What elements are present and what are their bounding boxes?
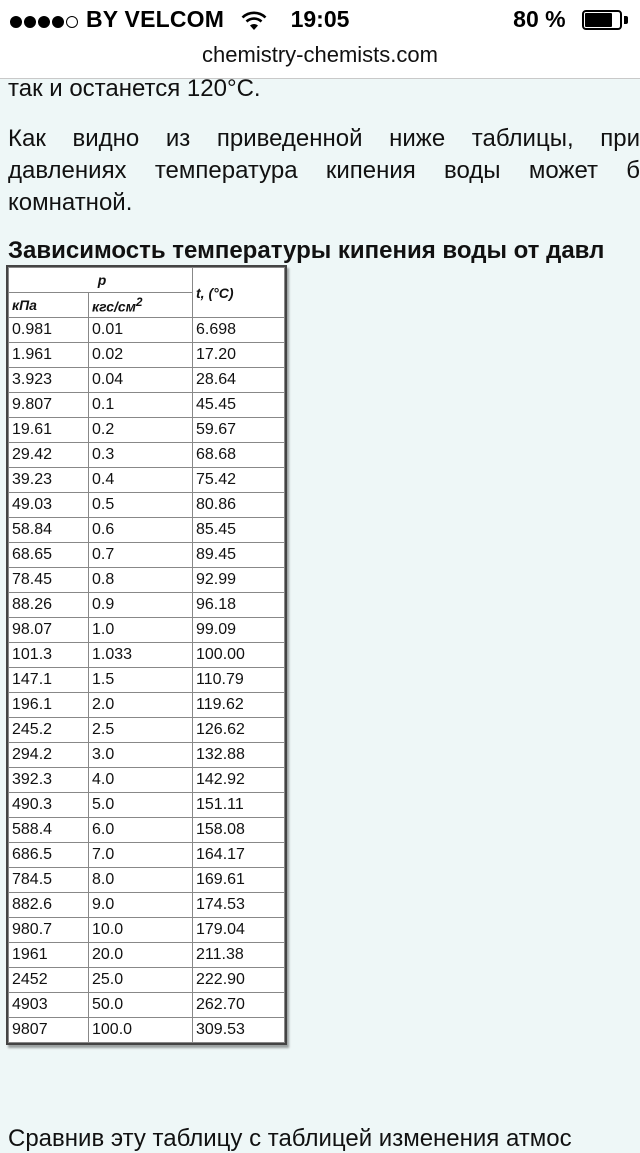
table-row xyxy=(9,443,285,468)
cell-kgs: 20.0 xyxy=(89,943,193,968)
paragraph-word: может xyxy=(528,157,598,184)
cell-temperature: 309.53 xyxy=(193,1018,285,1043)
cell-kpa: 3.923 xyxy=(9,368,89,393)
battery-percent: 80 % xyxy=(513,6,566,32)
table-row xyxy=(9,493,285,518)
paragraph-word: приведенной xyxy=(216,125,363,152)
cell-temperature: 85.45 xyxy=(193,518,285,543)
paragraph-word: кипения xyxy=(325,157,416,184)
carrier-name: BY VELCOM xyxy=(86,6,225,32)
table-row xyxy=(9,793,285,818)
cell-temperature: 179.04 xyxy=(193,918,285,943)
table-row xyxy=(9,943,285,968)
table-row xyxy=(9,393,285,418)
cell-temperature: 222.90 xyxy=(193,968,285,993)
cell-temperature: 99.09 xyxy=(193,618,285,643)
table-row xyxy=(9,818,285,843)
cell-temperature: 75.42 xyxy=(193,468,285,493)
cell-kpa: 2452 xyxy=(9,968,89,993)
table-row xyxy=(9,918,285,943)
cell-kgs: 100.0 xyxy=(89,1018,193,1043)
cell-kgs: 0.8 xyxy=(89,568,193,593)
table-row xyxy=(9,893,285,918)
cell-kgs: 0.7 xyxy=(89,543,193,568)
table-row xyxy=(9,968,285,993)
cell-temperature: 164.17 xyxy=(193,843,285,868)
cell-kgs: 9.0 xyxy=(89,893,193,918)
boiling-point-table xyxy=(6,265,287,1045)
cell-kpa: 4903 xyxy=(9,993,89,1018)
header-kgs: кгс/$см^2$ xyxy=(89,293,193,318)
cell-temperature: 92.99 xyxy=(193,568,285,593)
paragraph-word: б xyxy=(626,157,640,184)
table-row xyxy=(9,668,285,693)
header-kpa: кПа xyxy=(9,293,89,318)
cell-kgs: 0.5 xyxy=(89,493,193,518)
cell-kgs: 4.0 xyxy=(89,768,193,793)
bottom-fragment: Сравнив эту таблицу с таблицей изменения атмос xyxy=(8,1125,572,1152)
url-host[interactable]: chemistry-chemists.com xyxy=(202,42,438,67)
table-row xyxy=(9,518,285,543)
cell-kpa: 490.3 xyxy=(9,793,89,818)
cell-temperature: 6.698 xyxy=(193,318,285,343)
cell-kgs: 10.0 xyxy=(89,918,193,943)
cell-temperature: 96.18 xyxy=(193,593,285,618)
cell-kgs: 7.0 xyxy=(89,843,193,868)
cell-kgs: 5.0 xyxy=(89,793,193,818)
table-row xyxy=(9,368,285,393)
cell-kpa: 1.961 xyxy=(9,343,89,368)
cell-temperature: 151.11 xyxy=(193,793,285,818)
cell-kgs: 0.01 xyxy=(89,318,193,343)
paragraph-word: комнатной. xyxy=(8,189,133,216)
cell-temperature: 110.79 xyxy=(193,668,285,693)
cell-temperature: 158.08 xyxy=(193,818,285,843)
cell-kpa: 588.4 xyxy=(9,818,89,843)
table-row xyxy=(9,343,285,368)
cell-kgs: 50.0 xyxy=(89,993,193,1018)
paragraph-word: видно xyxy=(72,125,140,152)
paragraph-word: из xyxy=(165,125,191,152)
cell-kpa: 88.26 xyxy=(9,593,89,618)
header-pressure: p xyxy=(9,268,193,293)
table-row xyxy=(9,1018,285,1043)
cell-temperature: 28.64 xyxy=(193,368,285,393)
cell-kpa: 39.23 xyxy=(9,468,89,493)
cell-temperature: 17.20 xyxy=(193,343,285,368)
paragraph-word: при xyxy=(600,125,640,152)
cell-kpa: 0.981 xyxy=(9,318,89,343)
cell-kgs: 6.0 xyxy=(89,818,193,843)
cell-kgs: 0.3 xyxy=(89,443,193,468)
cell-kpa: 98.07 xyxy=(9,618,89,643)
table-row xyxy=(9,743,285,768)
cell-kpa: 101.3 xyxy=(9,643,89,668)
cell-kpa: 29.42 xyxy=(9,443,89,468)
cell-kpa: 980.7 xyxy=(9,918,89,943)
table-row xyxy=(9,468,285,493)
cell-temperature: 211.38 xyxy=(193,943,285,968)
cell-temperature: 59.67 xyxy=(193,418,285,443)
cell-kpa: 196.1 xyxy=(9,693,89,718)
table-row xyxy=(9,768,285,793)
cell-kgs: 0.1 xyxy=(89,393,193,418)
cell-kgs: 25.0 xyxy=(89,968,193,993)
cell-kgs: 1.033 xyxy=(89,643,193,668)
status-bar xyxy=(0,0,640,40)
cell-kgs: 8.0 xyxy=(89,868,193,893)
cell-temperature: 132.88 xyxy=(193,743,285,768)
paragraph-word: воды xyxy=(444,157,501,184)
cell-temperature: 169.61 xyxy=(193,868,285,893)
cell-temperature: 119.62 xyxy=(193,693,285,718)
cell-temperature: 80.86 xyxy=(193,493,285,518)
cell-kpa: 392.3 xyxy=(9,768,89,793)
battery-icon xyxy=(582,10,628,32)
cell-kgs: 0.6 xyxy=(89,518,193,543)
paragraph-line xyxy=(8,187,640,219)
intro-fragment: так и останется 120°С. xyxy=(8,75,261,102)
table-row xyxy=(9,318,285,343)
cell-kpa: 49.03 xyxy=(9,493,89,518)
table-row xyxy=(9,868,285,893)
cell-temperature: 100.00 xyxy=(193,643,285,668)
cell-kgs: 1.5 xyxy=(89,668,193,693)
page-content xyxy=(0,75,640,1152)
table-title: Зависимость температуры кипения воды от давл xyxy=(8,237,605,264)
cell-temperature: 142.92 xyxy=(193,768,285,793)
cell-kgs: 3.0 xyxy=(89,743,193,768)
paragraph-word: температура xyxy=(154,157,298,184)
paragraph-word: давлениях xyxy=(8,157,127,184)
table-row xyxy=(9,543,285,568)
cell-kgs: 0.02 xyxy=(89,343,193,368)
header-temperature: t, (°C) xyxy=(193,268,285,318)
status-time: 19:05 xyxy=(290,6,350,32)
cell-kpa: 19.61 xyxy=(9,418,89,443)
status-right xyxy=(513,6,628,33)
cell-temperature: 126.62 xyxy=(193,718,285,743)
paragraph-word: ниже xyxy=(389,125,446,152)
cell-temperature: 89.45 xyxy=(193,543,285,568)
cell-kgs: 2.0 xyxy=(89,693,193,718)
paragraph-line xyxy=(8,123,640,155)
cell-kpa: 784.5 xyxy=(9,868,89,893)
table-row xyxy=(9,993,285,1018)
article-paragraph xyxy=(8,123,640,219)
table-row xyxy=(9,718,285,743)
table-row xyxy=(9,618,285,643)
cell-temperature: 68.68 xyxy=(193,443,285,468)
cell-kpa: 78.45 xyxy=(9,568,89,593)
cell-kpa: 58.84 xyxy=(9,518,89,543)
table-row xyxy=(9,843,285,868)
cell-temperature: 45.45 xyxy=(193,393,285,418)
cell-kpa: 9807 xyxy=(9,1018,89,1043)
cell-kpa: 68.65 xyxy=(9,543,89,568)
paragraph-word: Как xyxy=(8,125,46,152)
table-row xyxy=(9,693,285,718)
cell-kpa: 245.2 xyxy=(9,718,89,743)
cell-kpa: 1961 xyxy=(9,943,89,968)
cell-kpa: 294.2 xyxy=(9,743,89,768)
cell-kpa: 147.1 xyxy=(9,668,89,693)
cell-kgs: 0.04 xyxy=(89,368,193,393)
table-row xyxy=(9,418,285,443)
table-row xyxy=(9,593,285,618)
cell-temperature: 262.70 xyxy=(193,993,285,1018)
cell-kgs: 0.9 xyxy=(89,593,193,618)
cell-kgs: 2.5 xyxy=(89,718,193,743)
cell-kpa: 686.5 xyxy=(9,843,89,868)
cell-kgs: 0.2 xyxy=(89,418,193,443)
cell-kgs: 0.4 xyxy=(89,468,193,493)
table-row xyxy=(9,568,285,593)
cell-kgs: 1.0 xyxy=(89,618,193,643)
paragraph-word: таблицы, xyxy=(471,125,574,152)
paragraph-line xyxy=(8,155,640,187)
cell-kpa: 882.6 xyxy=(9,893,89,918)
table-row xyxy=(9,643,285,668)
cell-kpa: 9.807 xyxy=(9,393,89,418)
cell-temperature: 174.53 xyxy=(193,893,285,918)
url-bar[interactable] xyxy=(0,40,640,79)
